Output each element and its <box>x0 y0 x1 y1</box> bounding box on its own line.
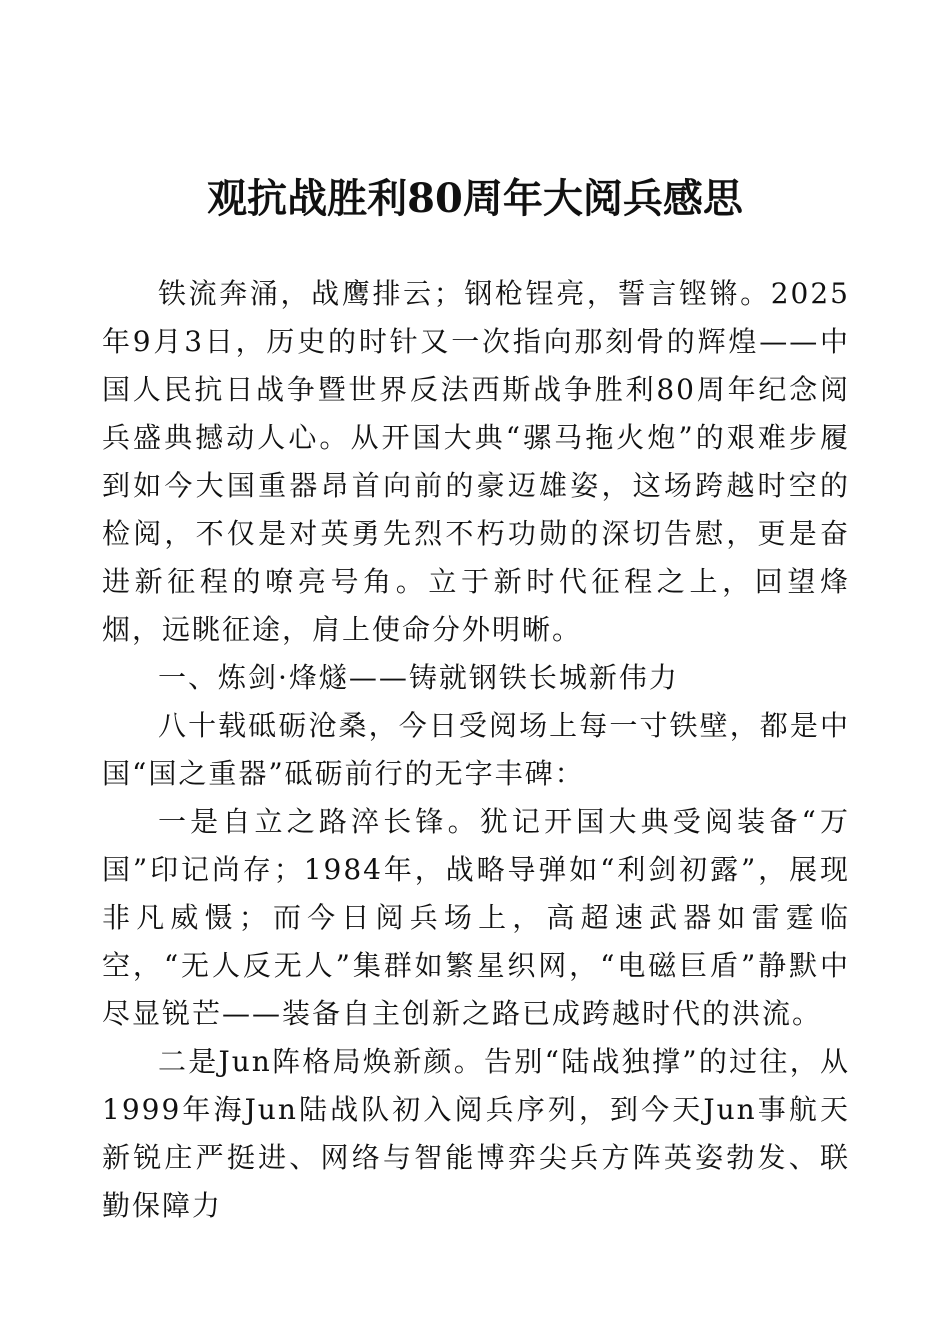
document-title: 观抗战胜利80周年大阅兵感思 <box>207 175 743 222</box>
section-heading-1: 一、炼剑·烽燧——铸就钢铁长城新伟力 <box>158 661 679 694</box>
paragraph-intro: 铁流奔涌，战鹰排云；钢枪锃亮，誓言铿锵。2025年9月3日，历史的时针又一次指向那刻骨的辉煌——中国人民抗日战争暨世界反法西斯战争胜利80周年纪念阅兵盛典撼动人心。从开国大典“骡马拖火炮”的艰难步履到如今大国重器昂首向前的豪迈雄姿，这场跨越时空的检阅，不仅是对英勇先烈不朽功勋的深切告慰，更是奋进新征程的嘹亮号角。立于新时代征程之上，回望烽烟，远眺征途，肩上使命分外明晰。 <box>102 277 850 646</box>
paragraph-section-1-lead: 八十载砥砺沧桑，今日受阅场上每一寸铁壁，都是中国“国之重器”砥砺前行的无字丰碑： <box>102 709 850 790</box>
document-body <box>102 270 850 1230</box>
paragraph-point-1: 一是自立之路淬长锋。犹记开国大典受阅装备“万国”印记尚存；1984年，战略导弹如“利剑初露”，展现非凡威慑；而今日阅兵场上，高超速武器如雷霆临空，“无人反无人”集群如繁星织网，“电磁巨盾”静默中尽显锐芒——装备自主创新之路已成跨越时代的洪流。 <box>102 805 850 1030</box>
paragraph-point-2: 二是Jun阵格局焕新颜。告别“陆战独撑”的过往，从1999年海Jun陆战队初入阅兵序列，到今天Jun事航天新锐庄严挺进、网络与智能博弈尖兵方阵英姿勃发、联勤保障力 <box>102 1045 850 1222</box>
